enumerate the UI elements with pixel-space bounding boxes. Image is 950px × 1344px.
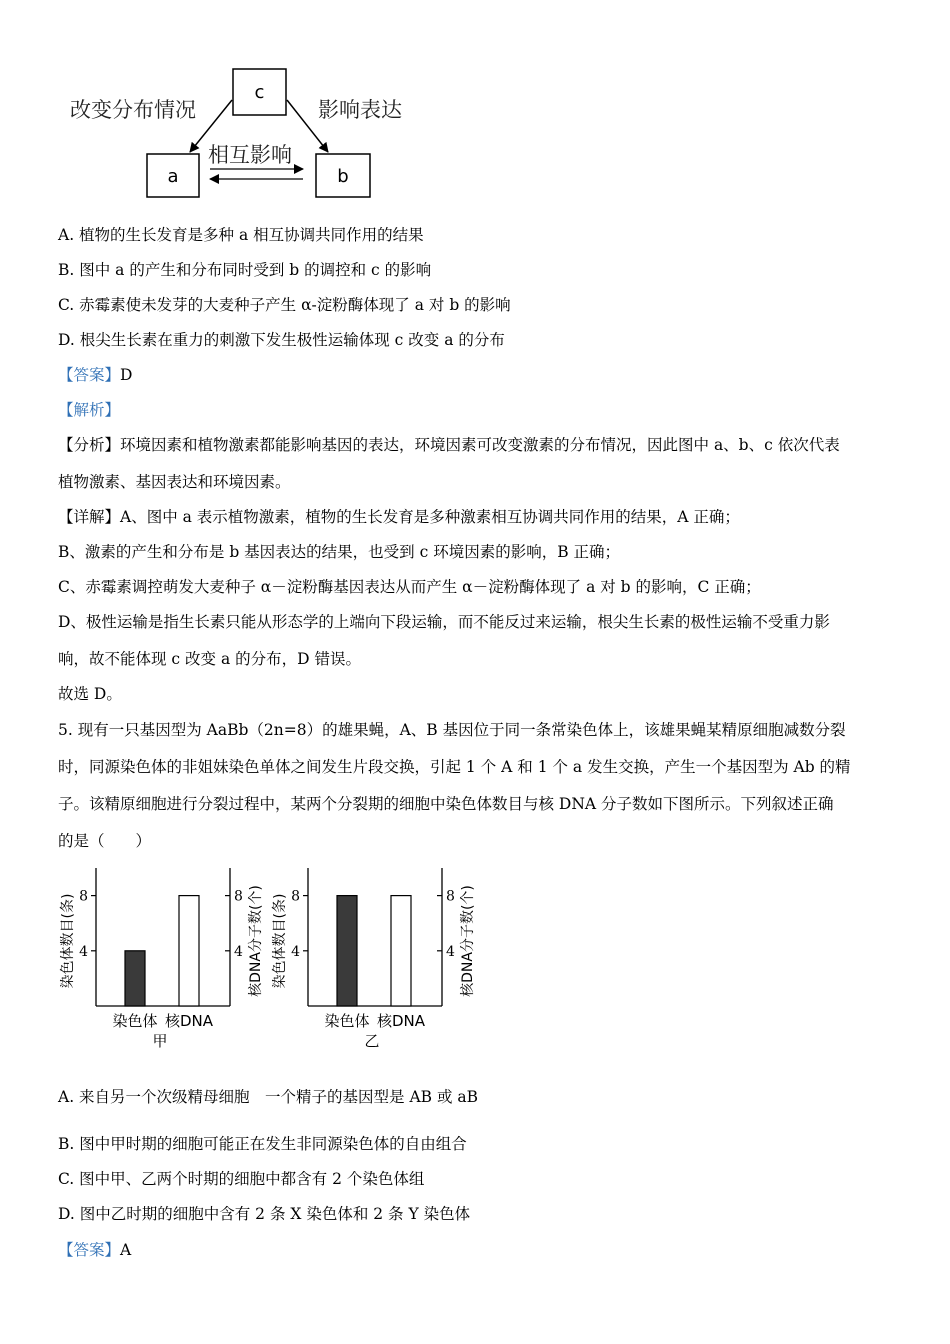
fenxi-text-1: 环境因素和植物激素都能影响基因的表达，环境因素可改变激素的分布情况，因此图中 a、b、c 依次代表: [120, 436, 840, 454]
fenxi-tag: 【分析】: [58, 436, 121, 454]
box-b-label: b: [337, 166, 349, 187]
q4-option-b: B. 图中 a 的产生和分布同时受到 b 的调控和 c 的影响: [58, 261, 432, 279]
category-label: 核DNA: [164, 1012, 214, 1030]
q5-option-c: C. 图中甲、乙两个时期的细胞中都含有 2 个染色体组: [58, 1170, 425, 1188]
chart-title: 甲: [152, 1032, 168, 1050]
bar-chromosome: [125, 951, 145, 1006]
category-label: 核DNA: [376, 1012, 426, 1030]
q4-conclusion: 故选 D。: [58, 685, 122, 703]
left-axis-label: 染色体数目(条): [60, 893, 76, 989]
category-label: 染色体: [324, 1012, 370, 1030]
chart-jia: [58, 860, 268, 1055]
chart-yi: [270, 860, 485, 1055]
q5-option-d: D. 图中乙时期的细胞中含有 2 条 X 染色体和 2 条 Y 染色体: [58, 1205, 471, 1223]
q5-stem-line-4: 的是（ ）: [58, 832, 152, 850]
left-axis-label: 染色体数目(条): [272, 893, 288, 989]
answer-tag: 【答案】: [58, 366, 121, 384]
left-tick-label: 4: [79, 943, 88, 960]
q4-answer: [58, 365, 132, 385]
q5-stem-line-3: 子。该精原细胞进行分裂过程中，某两个分裂期的细胞中染色体数目与核 DNA 分子数如下图所示。下列叙述正确: [58, 795, 834, 813]
right-axis-label: 核DNA分子数(个): [460, 885, 476, 997]
q4-detail-line-2: B、激素的产生和分布是 b 基因表达的结果，也受到 c 环境因素的影响，B 正确；: [58, 543, 621, 561]
q4-analysis-heading: [58, 400, 120, 420]
q5-answer: [58, 1240, 131, 1260]
detail-tag: 【详解】: [58, 508, 121, 526]
left-tick-label: 8: [291, 888, 300, 905]
detail-text-1: A、图中 a 表示植物激素，植物的生长发育是多种激素相互协调共同作用的结果，A 正确；: [120, 508, 740, 526]
bar-dna: [179, 896, 199, 1006]
bar-dna: [391, 896, 411, 1006]
q4-option-a: A. 植物的生长发育是多种 a 相互协调共同作用的结果: [58, 226, 424, 244]
q5-answer-value: A: [120, 1241, 132, 1259]
analysis-tag: 【解析】: [58, 401, 121, 419]
q4-detail-line-3: C、赤霉素调控萌发大麦种子 α－淀粉酶基因表达从而产生 α－淀粉酶体现了 a 对 b 的影响，C 正确；: [58, 578, 761, 596]
label-change-distribution: 改变分布情况: [70, 98, 196, 122]
box-a-label: a: [167, 166, 179, 187]
q4-fenxi-line-1: [58, 435, 840, 455]
q5-stem-line-2: 时，同源染色体的非姐妹染色单体之间发生片段交换，引起 1 个 A 和 1 个 a 发生交换，产生一个基因型为 Ab 的精: [58, 758, 851, 776]
right-axis-label: 核DNA分子数(个): [248, 885, 264, 997]
answer-value: D: [120, 366, 133, 384]
bar-chromosome: [337, 896, 357, 1006]
left-tick-label: 4: [291, 943, 300, 960]
q5-option-a: A. 来自另一个次级精母细胞 一个精子的基因型是 AB 或 aB: [58, 1088, 479, 1106]
box-c-label: c: [254, 82, 265, 103]
label-influence-expression: 影响表达: [318, 98, 402, 122]
q4-detail-line-5: 响，故不能体现 c 改变 a 的分布，D 错误。: [58, 650, 361, 668]
chart-title: 乙: [364, 1032, 380, 1050]
right-tick-label: 8: [446, 888, 455, 905]
right-tick-label: 4: [446, 943, 455, 960]
q5-option-b: B. 图中甲时期的细胞可能正在发生非同源染色体的自由组合: [58, 1135, 467, 1153]
category-label: 染色体: [112, 1012, 158, 1030]
q4-option-d: D. 根尖生长素在重力的刺激下发生极性运输体现 c 改变 a 的分布: [58, 331, 505, 349]
q5-answer-tag: 【答案】: [58, 1241, 121, 1259]
relation-diagram: [60, 60, 420, 205]
label-mutual-influence: 相互影响: [208, 143, 292, 167]
right-tick-label: 8: [234, 888, 243, 905]
q4-fenxi-line-2: 植物激素、基因表达和环境因素。: [58, 473, 291, 491]
left-tick-label: 8: [79, 888, 88, 905]
q4-detail-line-4: D、极性运输是指生长素只能从形态学的上端向下段运输，而不能反过来运输，根尖生长素的极性运输不受重力影: [58, 613, 830, 631]
right-tick-label: 4: [234, 943, 243, 960]
q5-stem-line-1: 5. 现有一只基因型为 AaBb（2n=8）的雄果蝇，A、B 基因位于同一条常染色体上，该雄果蝇某精原细胞减数分裂: [58, 721, 846, 739]
q4-detail-line-1: [58, 507, 740, 527]
q4-option-c: C. 赤霉素使未发芽的大麦种子产生 α-淀粉酶体现了 a 对 b 的影响: [58, 296, 511, 314]
